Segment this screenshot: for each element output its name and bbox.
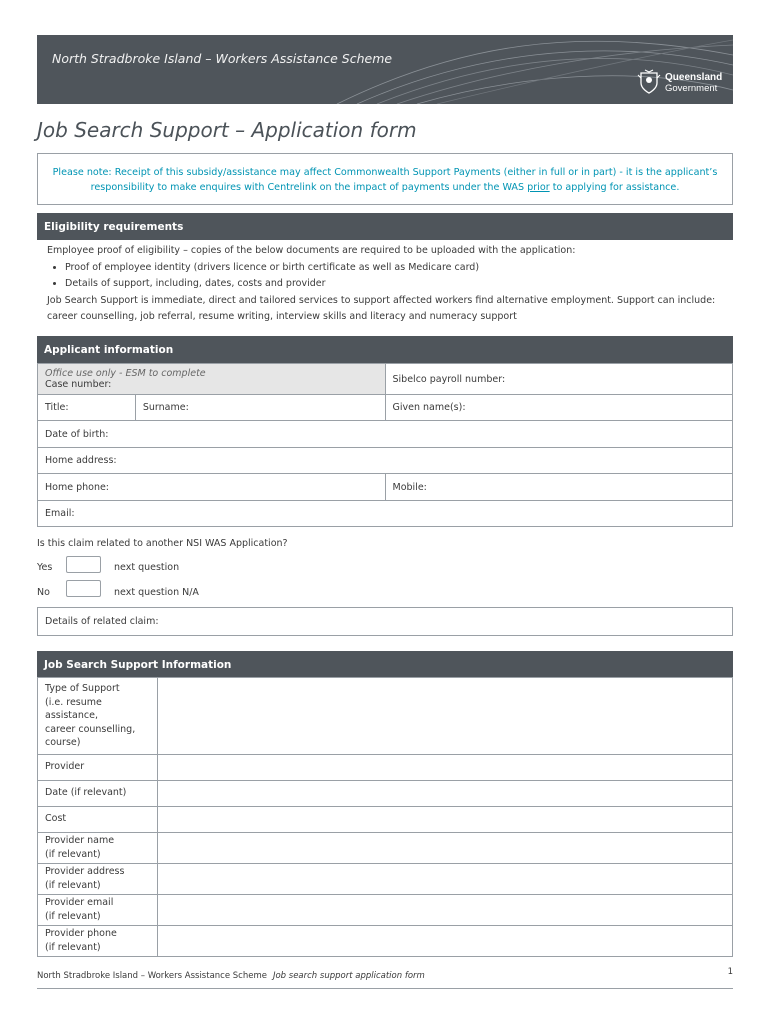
job-search-section-header bbox=[37, 651, 733, 678]
cost-label bbox=[38, 806, 158, 832]
provider-address-label bbox=[38, 863, 158, 894]
banner-title: North Stradbroke Island – Workers Assistance Scheme bbox=[52, 51, 393, 66]
provider-phone-input[interactable] bbox=[157, 925, 732, 956]
row-label-line: course) bbox=[45, 737, 81, 748]
date-of-birth-field[interactable]: Date of birth: bbox=[38, 421, 733, 448]
type-of-support-input[interactable] bbox=[157, 678, 732, 755]
home-address-field[interactable]: Home address: bbox=[38, 448, 733, 474]
footer-scheme: North Stradbroke Island – Workers Assistance Scheme bbox=[37, 971, 267, 981]
footer-divider bbox=[37, 988, 733, 989]
provider-address-input[interactable] bbox=[157, 863, 732, 894]
queensland-crest-icon bbox=[637, 69, 661, 95]
related-claim-details-field[interactable] bbox=[37, 607, 733, 636]
related-claim-question: Is this claim related to another NSI WAS Application? bbox=[37, 538, 288, 549]
eligibility-bullet: • Proof of employee identity (drivers licence or birth certificate as well as Medicare card) bbox=[65, 260, 732, 277]
row-label-line: Provider address bbox=[45, 866, 125, 877]
home-phone-field[interactable]: Home phone: bbox=[38, 474, 386, 501]
office-use-label: Office use only - ESM to complete bbox=[45, 368, 206, 379]
no-label: No bbox=[37, 587, 50, 598]
row-label-line: Provider name bbox=[45, 835, 115, 846]
eligibility-bullet: • Details of support, including, dates, costs and provider bbox=[65, 276, 732, 293]
related-claim-details-label: Details of related claim: bbox=[45, 616, 159, 627]
page-number: 1 bbox=[727, 967, 733, 977]
job-search-heading: Job Search Support Information bbox=[44, 659, 232, 671]
yes-label: Yes bbox=[37, 562, 53, 573]
row-label-line: (if relevant) bbox=[45, 941, 101, 953]
notice-text: Please note: Receipt of this subsidy/assistance may affect Commonwealth Support Payments (either in full or in part) - it is the applicant’s responsibility to make enquires with Centrelink on the impact of payments under the WAS bbox=[52, 167, 718, 193]
cost-input[interactable] bbox=[157, 806, 732, 832]
applicant-section-header bbox=[37, 336, 733, 363]
job-search-table bbox=[37, 677, 733, 957]
row-label-line: Provider phone bbox=[45, 928, 117, 939]
row-label-line: Type of Support bbox=[45, 683, 120, 694]
row-label-line: Provider email bbox=[45, 897, 114, 908]
yes-hint: next question bbox=[114, 562, 180, 573]
logo-queensland-text: Queensland bbox=[665, 72, 723, 83]
notice-prior-underlined: prior bbox=[527, 182, 550, 193]
payroll-number-field[interactable]: Sibelco payroll number: bbox=[385, 364, 732, 395]
given-names-field[interactable]: Given name(s): bbox=[385, 395, 732, 421]
provider-email-label bbox=[38, 894, 158, 925]
applicant-heading: Applicant information bbox=[44, 344, 174, 356]
row-label-line: career counselling, bbox=[45, 723, 136, 735]
logo-government-text: Government bbox=[665, 83, 718, 94]
row-label-line: Provider bbox=[45, 761, 85, 773]
no-hint: next question N/A bbox=[114, 587, 199, 598]
eligibility-heading: Eligibility requirements bbox=[44, 221, 184, 233]
title-field[interactable]: Title: bbox=[38, 395, 136, 421]
provider-phone-label bbox=[38, 925, 158, 956]
date-input[interactable] bbox=[157, 780, 732, 806]
date-label bbox=[38, 780, 158, 806]
type-of-support-label bbox=[38, 678, 158, 755]
surname-field[interactable]: Surname: bbox=[135, 395, 385, 421]
header-banner bbox=[37, 35, 733, 104]
row-label-line: (if relevant) bbox=[45, 879, 101, 891]
provider-input[interactable] bbox=[157, 754, 732, 780]
office-use-cell bbox=[38, 364, 386, 395]
banner-wave-decoration bbox=[37, 35, 733, 104]
provider-label bbox=[38, 754, 158, 780]
row-label-line: (if relevant) bbox=[45, 848, 101, 860]
provider-email-input[interactable] bbox=[157, 894, 732, 925]
no-checkbox[interactable] bbox=[66, 580, 101, 597]
eligibility-intro: Employee proof of eligibility – copies of the below documents are required to be uploaded with the application: bbox=[47, 245, 576, 256]
email-field[interactable]: Email: bbox=[38, 501, 733, 527]
yes-checkbox[interactable] bbox=[66, 556, 101, 573]
payment-notice bbox=[37, 153, 733, 205]
row-label-line: Date (if relevant) bbox=[45, 787, 127, 799]
eligibility-list bbox=[47, 260, 732, 293]
notice-text-end: to applying for assistance. bbox=[549, 182, 680, 193]
footer-text bbox=[37, 971, 425, 981]
row-label-line: (i.e. resume assistance, bbox=[45, 696, 102, 721]
page-title: Job Search Support – Application form bbox=[37, 118, 417, 142]
case-number-field[interactable]: Case number: bbox=[45, 379, 112, 390]
queensland-government-logo bbox=[637, 69, 727, 97]
row-label-line: Cost bbox=[45, 813, 67, 825]
eligibility-section-header bbox=[37, 213, 733, 240]
provider-name-input[interactable] bbox=[157, 832, 732, 863]
eligibility-content bbox=[47, 243, 732, 326]
eligibility-description: Job Search Support is immediate, direct and tailored services to support affected workers find alternative employment. Support can include: career counselling, job referral, resume writing, interview skills and literacy and numeracy support bbox=[47, 294, 716, 322]
applicant-table bbox=[37, 363, 733, 527]
mobile-field[interactable]: Mobile: bbox=[385, 474, 732, 501]
provider-name-label bbox=[38, 832, 158, 863]
row-label-line: (if relevant) bbox=[45, 910, 101, 922]
footer-form-name: Job search support application form bbox=[272, 971, 425, 981]
